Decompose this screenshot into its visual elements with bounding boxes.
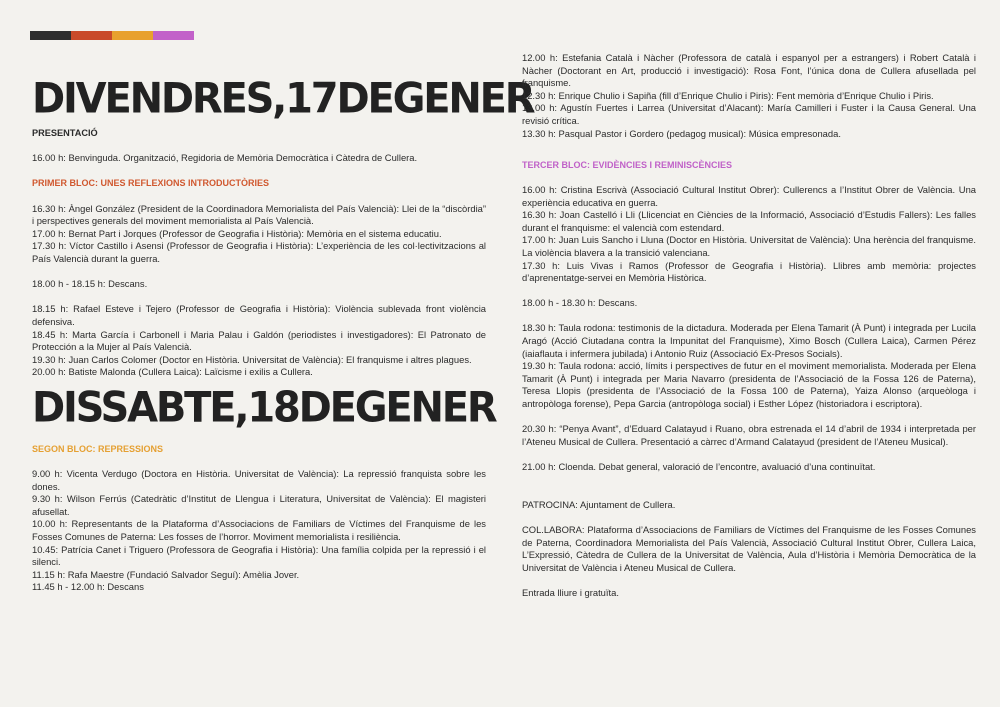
- program-item: 12.00 h: Estefania Català i Nàcher (Professora de català i espanyol per a estrangers) i Robert Català i Nàcher (Doctorant en Art, producció i investigació): Rosa Font, l’única dona de Cullera afusellada pel franquisme.: [522, 52, 976, 89]
- program-item: 18.15 h: Rafael Esteve i Tejero (Professor de Geografia i Història): Violència sublevada front violència defensiva.: [32, 303, 486, 327]
- day2-title: DISSABTE,18DEGENER: [32, 383, 496, 433]
- program-item: 17.30 h: Víctor Castillo i Asensi (Professor de Geografia i Història): L’experiència de les col·lectivitzacions al País Valencià durant la guerra.: [32, 240, 486, 264]
- sponsor-text: PATROCINA: Ajuntament de Cullera.: [522, 498, 676, 510]
- program-item: 13.00 h: Agustín Fuertes i Larrea (Universitat d’Alacant): María Camilleri i Fuster i la Causa General. Una revisió crítica.: [522, 102, 976, 126]
- program-item: 16.00 h: Cristina Escrivà (Associació Cultural Institut Obrer): Cullerencs a l’Institut Obrer de València. Una experiència educativa en guerra.: [522, 183, 976, 208]
- break-item: 11.45 h - 12.00 h: Descans: [32, 581, 144, 593]
- stripe-segment-orange: [112, 31, 153, 40]
- program-item: 16.00 h: Benvinguda. Organització, Regidoria de Memòria Democràtica i Càtedra de Cullera.: [32, 152, 418, 164]
- program-item: 19.30 h: Taula rodona: acció, límits i perspectives de futur en el moviment memorialista. Moderada per Elena Tamarit (À Punt) i integrada per Maria Navarro (presidenta de l’Associació de la Fossa 126 de Paterna), Teresa Llopis (presidenta de l’Associació de la Fossa 100 de Paterna), Yaiza Alonso (arqueòloga i antropòloga forense), Pepa Garcia (antropòloga social) i Esther López (historiadora i escriptora).: [522, 360, 976, 410]
- stripe-segment-violet: [153, 31, 194, 40]
- program-item: 16.30 h: Joan Castelló i Lli (Llicenciat en Ciències de la Informació, Associació d’Estudis Fallers): Les falles durant el franquisme: el valencià com estendard.: [522, 209, 976, 233]
- program-item: 11.15 h: Rafa Maestre (Fundació Salvador Seguí): Amèlia Jover.: [32, 568, 300, 580]
- bloc1-title: PRIMER BLOC: UNES REFLEXIONS INTRODUCTÒRIES: [32, 178, 270, 189]
- program-item: 17.00 h: Juan Luis Sancho i Lluna (Doctor en Història. Universitat de València): Una herència del franquisme. La violència blavera a la transició valenciana.: [522, 234, 976, 258]
- program-item: 9.30 h: Wilson Ferrús (Catedràtic d’Institut de Llengua i Literatura, Universitat de València): El magisteri afusellat.: [32, 493, 486, 517]
- program-item: 17.00 h: Bernat Part i Jorques (Professor de Geografia i Història): Memòria en el sistema educatiu.: [32, 227, 442, 239]
- program-item: 20.30 h: “Penya Avant”, d’Eduard Calatayud i Ruano, obra estrenada el 14 d’abril de 1934 i interpretada per l’Ateneu Musical de Cullera. Presentació a càrrec d’Armand Calatayud (president de l’Ateneu Musical).: [522, 423, 976, 447]
- collaborators-text: COL.LABORA: Plataforma d’Associacions de Familiars de Víctimes del Franquisme de les Fosses Comunes de Paterna, Coordinadora Memorialista del País Valencià, Associació Cultural Institut Obrer, Cullera Laica, L’Expressió, Càtedra de Cullera de la Universitat de València, Aula d’Història i Memòria Democràtica de la Universitat de València i Ateneu Musical de Cullera.: [522, 523, 976, 573]
- program-item: 17.30 h: Luis Vivas i Ramos (Professor de Geografia i Història). Llibres amb memòria: projectes d’aprenentatge-servei en Memòria Històrica.: [522, 259, 976, 284]
- program-item: 18.30 h: Taula rodona: testimonis de la dictadura. Moderada per Elena Tamarit (À Punt) i integrada per Lucila Aragó (Acció Ciutadana contra la Impunitat del Franquisme), Ximo Bosch (Cullera Laica), Carmen Pérez (iaiaflauta i infermera jubilada) i Antonio Ruiz (Associació Ex-Presos Socials).: [522, 322, 976, 359]
- left-column: [32, 74, 534, 594]
- program-item: 20.00 h: Batiste Malonda (Cullera Laica): Laïcisme i exilis a Cullera.: [32, 366, 313, 378]
- bloc3-title: TERCER BLOC: EVIDÈNCIES I REMINISCÈNCIES: [522, 159, 733, 170]
- program-item: 21.00 h: Cloenda. Debat general, valoració de l’encontre, avaluació d’una continuïtat.: [522, 461, 876, 472]
- break-item: 18.00 h - 18.30 h: Descans.: [522, 297, 638, 309]
- stripe-segment-red: [71, 31, 112, 40]
- color-stripe: [30, 31, 194, 40]
- program-item: 19.30 h: Juan Carlos Colomer (Doctor en Història. Universitat de València): El franquisme i altres plagues.: [32, 353, 472, 365]
- right-column: [522, 52, 976, 600]
- entrance-note: Entrada lliure i gratuïta.: [522, 586, 619, 598]
- program-item: 9.00 h: Vicenta Verdugo (Doctora en Història. Universitat de València): La repressió franquista sobre les dones.: [32, 468, 486, 492]
- program-item: 12.30 h: Enrique Chulio i Sapiña (fill d’Enrique Chulio i Piris): Fent memòria d’Enrique Chulio i Piris.: [522, 89, 934, 101]
- day1-title: DIVENDRES,17DEGENER: [32, 74, 534, 124]
- stripe-segment-black: [30, 31, 71, 40]
- program-item: 18.45 h: Marta García i Carbonell i Maria Palau i Galdón (periodistes i investigadores): El Patronato de Protección a la Mujer al País Valencià.: [32, 328, 486, 353]
- program-item: 16.30 h: Àngel González (President de la Coordinadora Memorialista del País Valencià): Llei de la “discòrdia” i perspectives generals del moviment memorialista al País Valencià.: [32, 202, 486, 227]
- presentacio-label: PRESENTACIÓ: [32, 128, 98, 138]
- bloc2-title: SEGON BLOC: REPRESSIONS: [32, 443, 164, 454]
- program-item: 13.30 h: Pasqual Pastor i Gordero (pedagog musical): Música empresonada.: [522, 127, 841, 139]
- program-item: 10.00 h: Representants de la Plataforma d’Associacions de Familiars de Víctimes del Franquisme de les Fosses Comunes de Paterna: Les fosses de l’horror. Moviment memorialista i resiliència.: [32, 518, 486, 543]
- program-item: 10.45: Patrícia Canet i Triguero (Professora de Geografia i Història): Una família colpida per la repressió i el silenci.: [32, 543, 486, 568]
- break-item: 18.00 h - 18.15 h: Descans.: [32, 278, 148, 290]
